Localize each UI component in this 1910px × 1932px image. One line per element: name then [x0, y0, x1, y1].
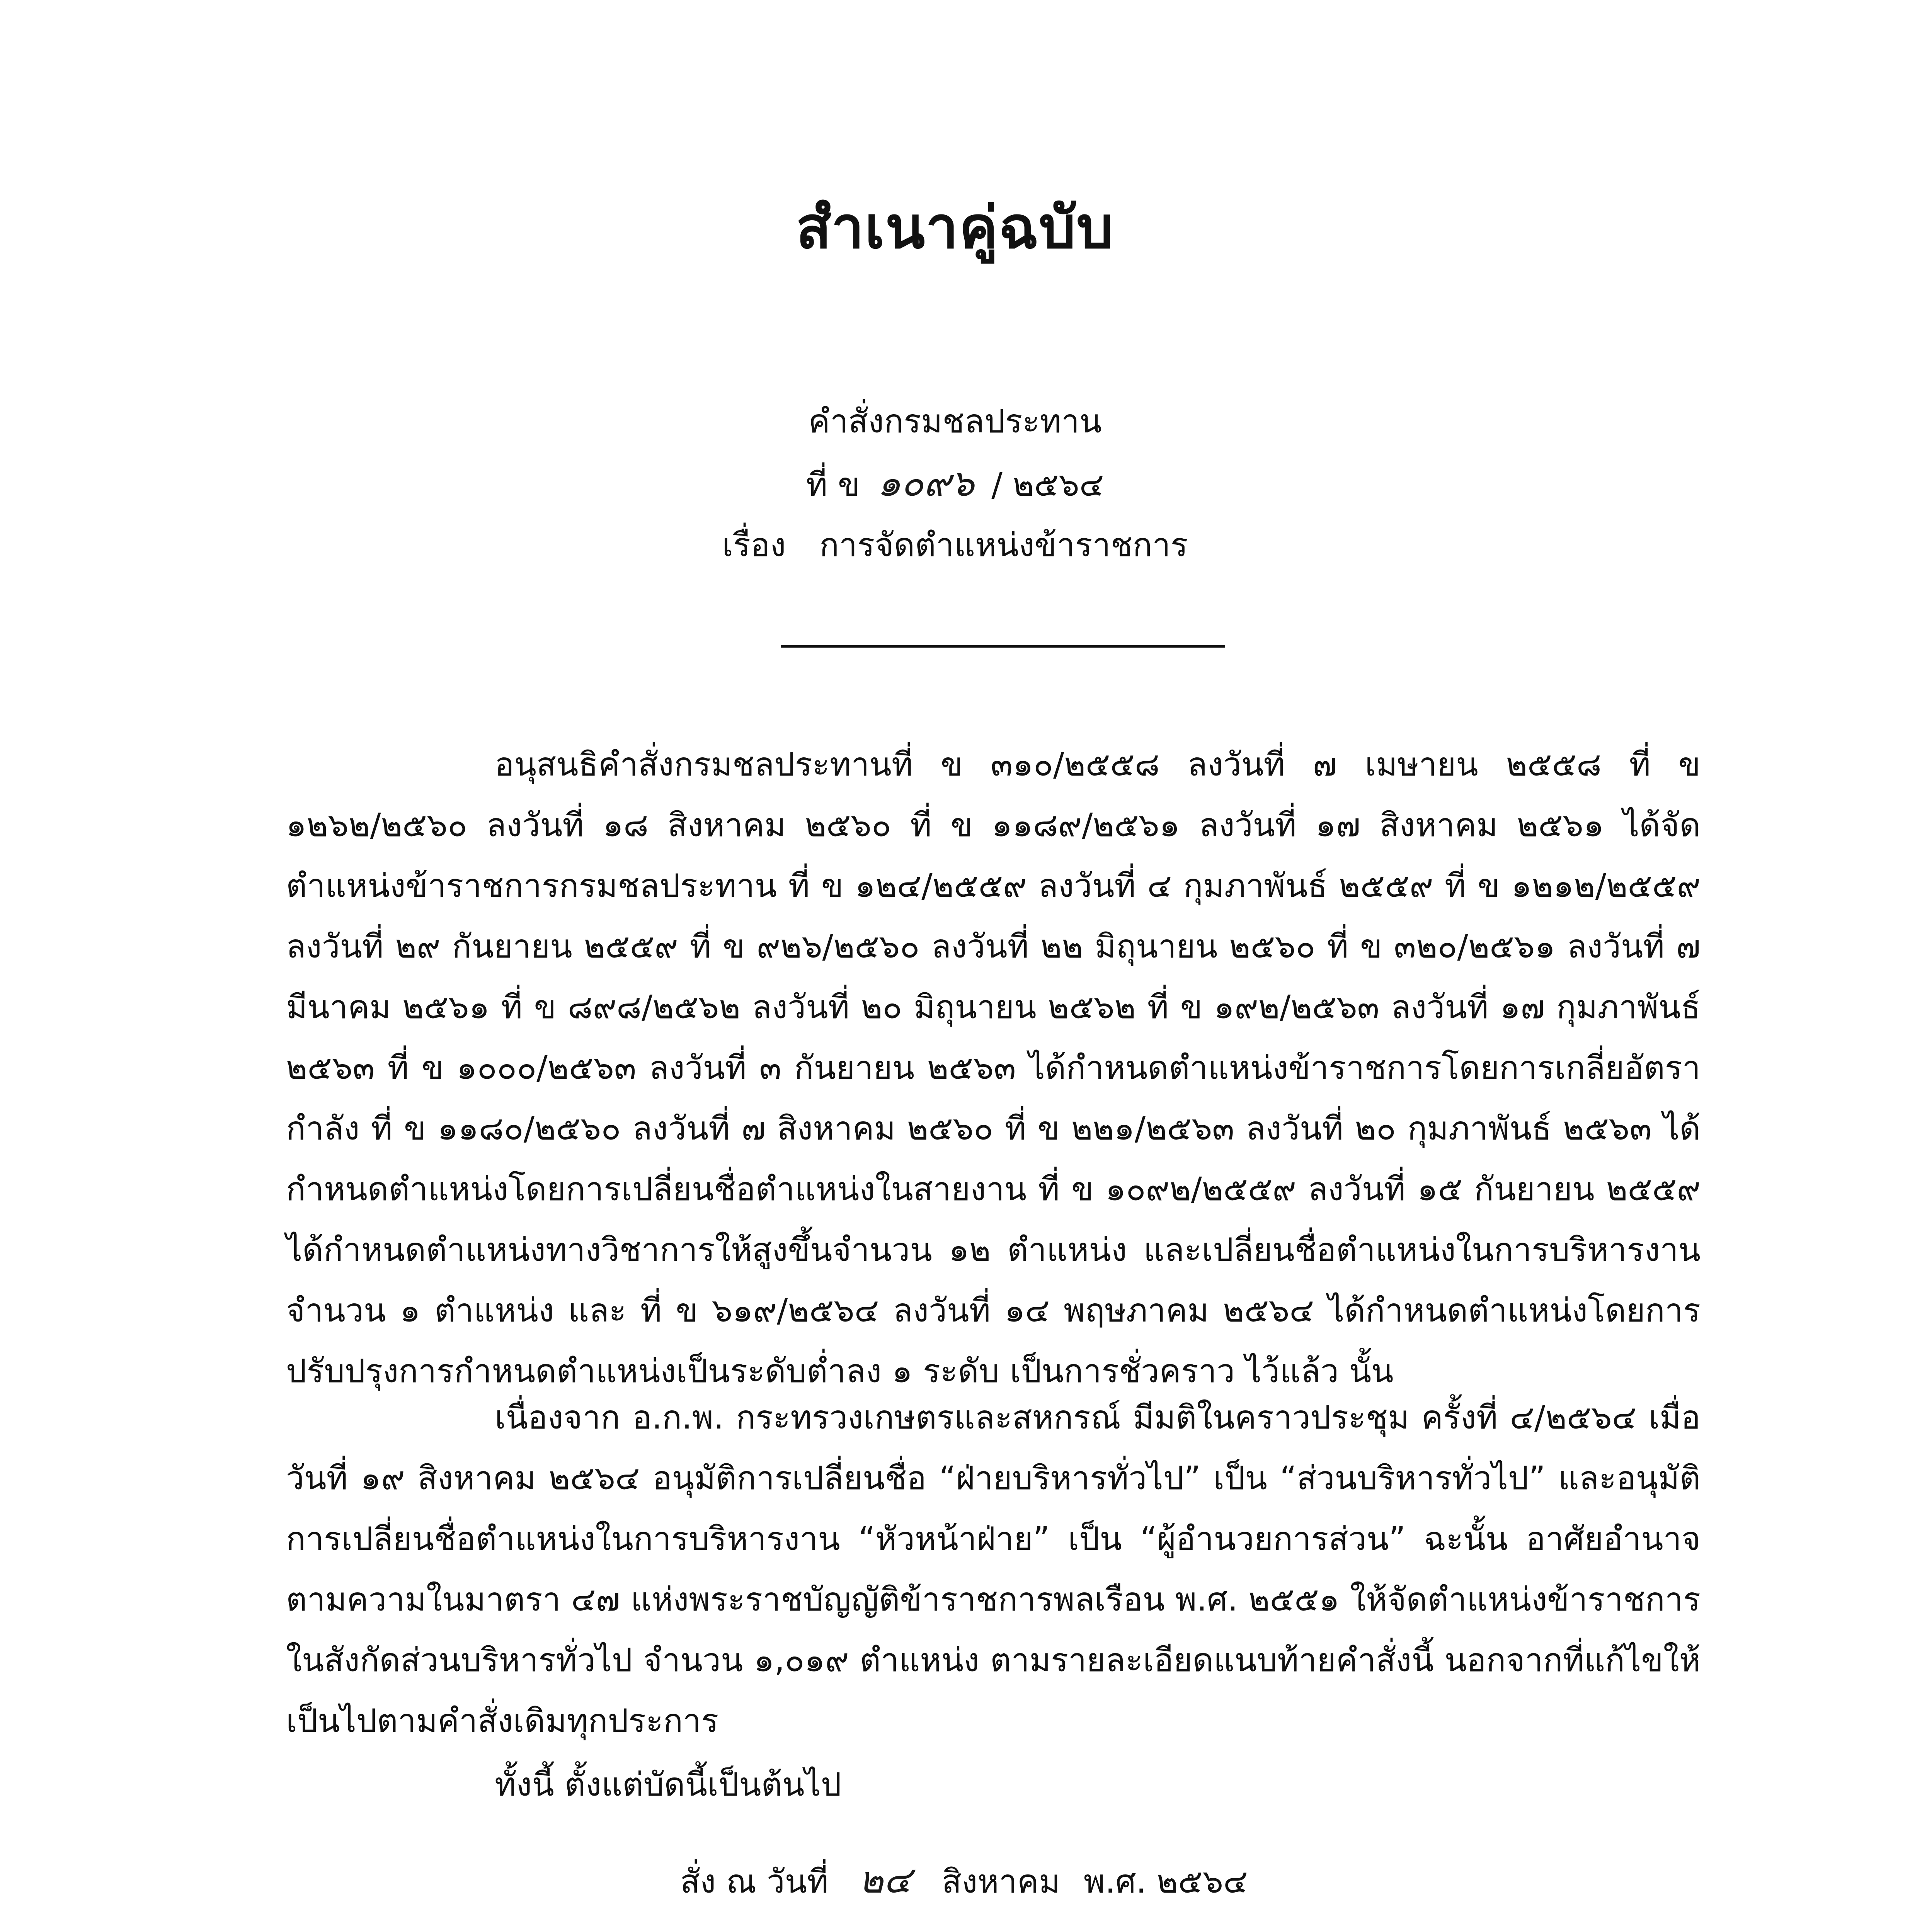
paragraph-background: อนุสนธิคำสั่งกรมชลประทานที่ ข ๓๑๐/๒๕๕๘ ลงวันที่ ๗ เมษายน ๒๕๕๘ ที่ ข ๑๒๖๒/๒๕๖๐ ลงวันที่ ๑๘ สิงหาคม ๒๕๖๐ ที่ ข ๑๑๘๙/๒๕๖๑ ลงวันที่ ๑๗ สิงหาคม ๒๕๖๑ ได้จัดตำแหน่งข้าราชการกรมชลประทาน ที่ ข ๑๒๔/๒๕๕๙ ลงวันที่ ๔ กุมภาพันธ์ ๒๕๕๙ ที่ ข ๑๒๑๒/๒๕๕๙ ลงวันที่ ๒๙ กันยายน ๒๕๕๙ ที่ ข ๙๒๖/๒๕๖๐ ลงวันที่ ๒๒ มิถุนายน ๒๕๖๐ ที่ ข ๓๒๐/๒๕๖๑ ลงวันที่ ๗ มีนาคม ๒๕๖๑ ที่ ข ๘๙๘/๒๕๖๒ ลงวันที่ ๒๐ มิถุนายน ๒๕๖๒ ที่ ข ๑๙๒/๒๕๖๓ ลงวันที่ ๑๗ กุมภาพันธ์ ๒๕๖๓ ที่ ข ๑๐๐๐/๒๕๖๓ ลงวันที่ ๓ กันยายน ๒๕๖๓ ได้กำหนดตำแหน่งข้าราชการโดยการเกลี่ยอัตรากำลัง ที่ ข ๑๑๘๐/๒๕๖๐ ลงวันที่ ๗ สิงหาคม ๒๕๖๐ ที่ ข ๒๒๑/๒๕๖๓ ลงวันที่ ๒๐ กุมภาพันธ์ ๒๕๖๓ ได้กำหนดตำแหน่งโดยการเปลี่ยนชื่อตำแหน่งในสายงาน ที่ ข ๑๐๙๒/๒๕๕๙ ลงวันที่ ๑๕ กันยายน ๒๕๕๙ ได้กำหนดตำแหน่งทางวิชาการให้สูงขึ้นจำนวน ๑๒ ตำแหน่ง และเปลี่ยนชื่อตำแหน่งในการบริหารงาน จำนวน ๑ ตำแหน่ง และ ที่ ข ๖๑๙/๒๕๖๔ ลงวันที่ ๑๔ พฤษภาคม ๒๕๖๔ ได้กำหนดตำแหน่งโดยการปรับปรุงการกำหนดตำแหน่งเป็นระดับต่ำลง ๑ ระดับ เป็นการชั่วคราว ไว้แล้ว นั้น: [286, 745, 1701, 1390]
order-subject: [0, 514, 1910, 576]
order-number: [0, 452, 1910, 514]
order-date-day-handwritten: ๒๔: [859, 1858, 912, 1901]
order-date-prefix: สั่ง ณ วันที่: [680, 1862, 829, 1900]
order-date-year: พ.ศ. ๒๕๖๔: [1084, 1862, 1248, 1900]
order-header: [0, 390, 1910, 576]
order-number-suffix: / ๒๕๖๔: [991, 466, 1104, 503]
issuer: คำสั่งกรมชลประทาน: [808, 402, 1102, 440]
paragraph-decision: เนื่องจาก อ.ก.พ. กระทรวงเกษตรและสหกรณ์ มีมติในคราวประชุม ครั้งที่ ๔/๒๕๖๔ เมื่อวันที่ ๑๙ สิงหาคม ๒๕๖๔ อนุมัติการเปลี่ยนชื่อ “ฝ่ายบริหารทั่วไป” เป็น “ส่วนบริหารทั่วไป” และอนุมัติการเปลี่ยนชื่อตำแหน่งในการบริหารงาน “หัวหน้าฝ่าย” เป็น “ผู้อำนวยการส่วน” ฉะนั้น อาศัยอำนาจตามความในมาตรา ๔๗ แห่งพระราชบัญญัติข้าราชการพลเรือน พ.ศ. ๒๕๕๑ ให้จัดตำแหน่งข้าราชการในสังกัดส่วนบริหารทั่วไป จำนวน ๑,๐๑๙ ตำแหน่ง ตามรายละเอียดแนบท้ายคำสั่งนี้ นอกจากที่แก้ไขให้เป็นไปตามคำสั่งเดิมทุกประการ: [286, 1398, 1701, 1740]
order-date: [680, 1851, 1248, 1910]
header-divider: [781, 645, 1225, 648]
document-title: สำเนาคู่ฉบับ: [796, 194, 1114, 262]
subject-label: เรื่อง: [722, 526, 786, 564]
order-number-prefix: ที่ ข: [806, 466, 860, 503]
order-date-month: สิงหาคม: [941, 1862, 1061, 1900]
order-number-handwritten: ๑๐๙๖: [877, 461, 974, 505]
subject-text: การจัดตำแหน่งข้าราชการ: [819, 526, 1188, 564]
director-signature: [904, 1924, 1670, 1932]
paragraph-effective: ทั้งนี้ ตั้งแต่บัดนี้เป็นต้นไป: [495, 1765, 842, 1803]
